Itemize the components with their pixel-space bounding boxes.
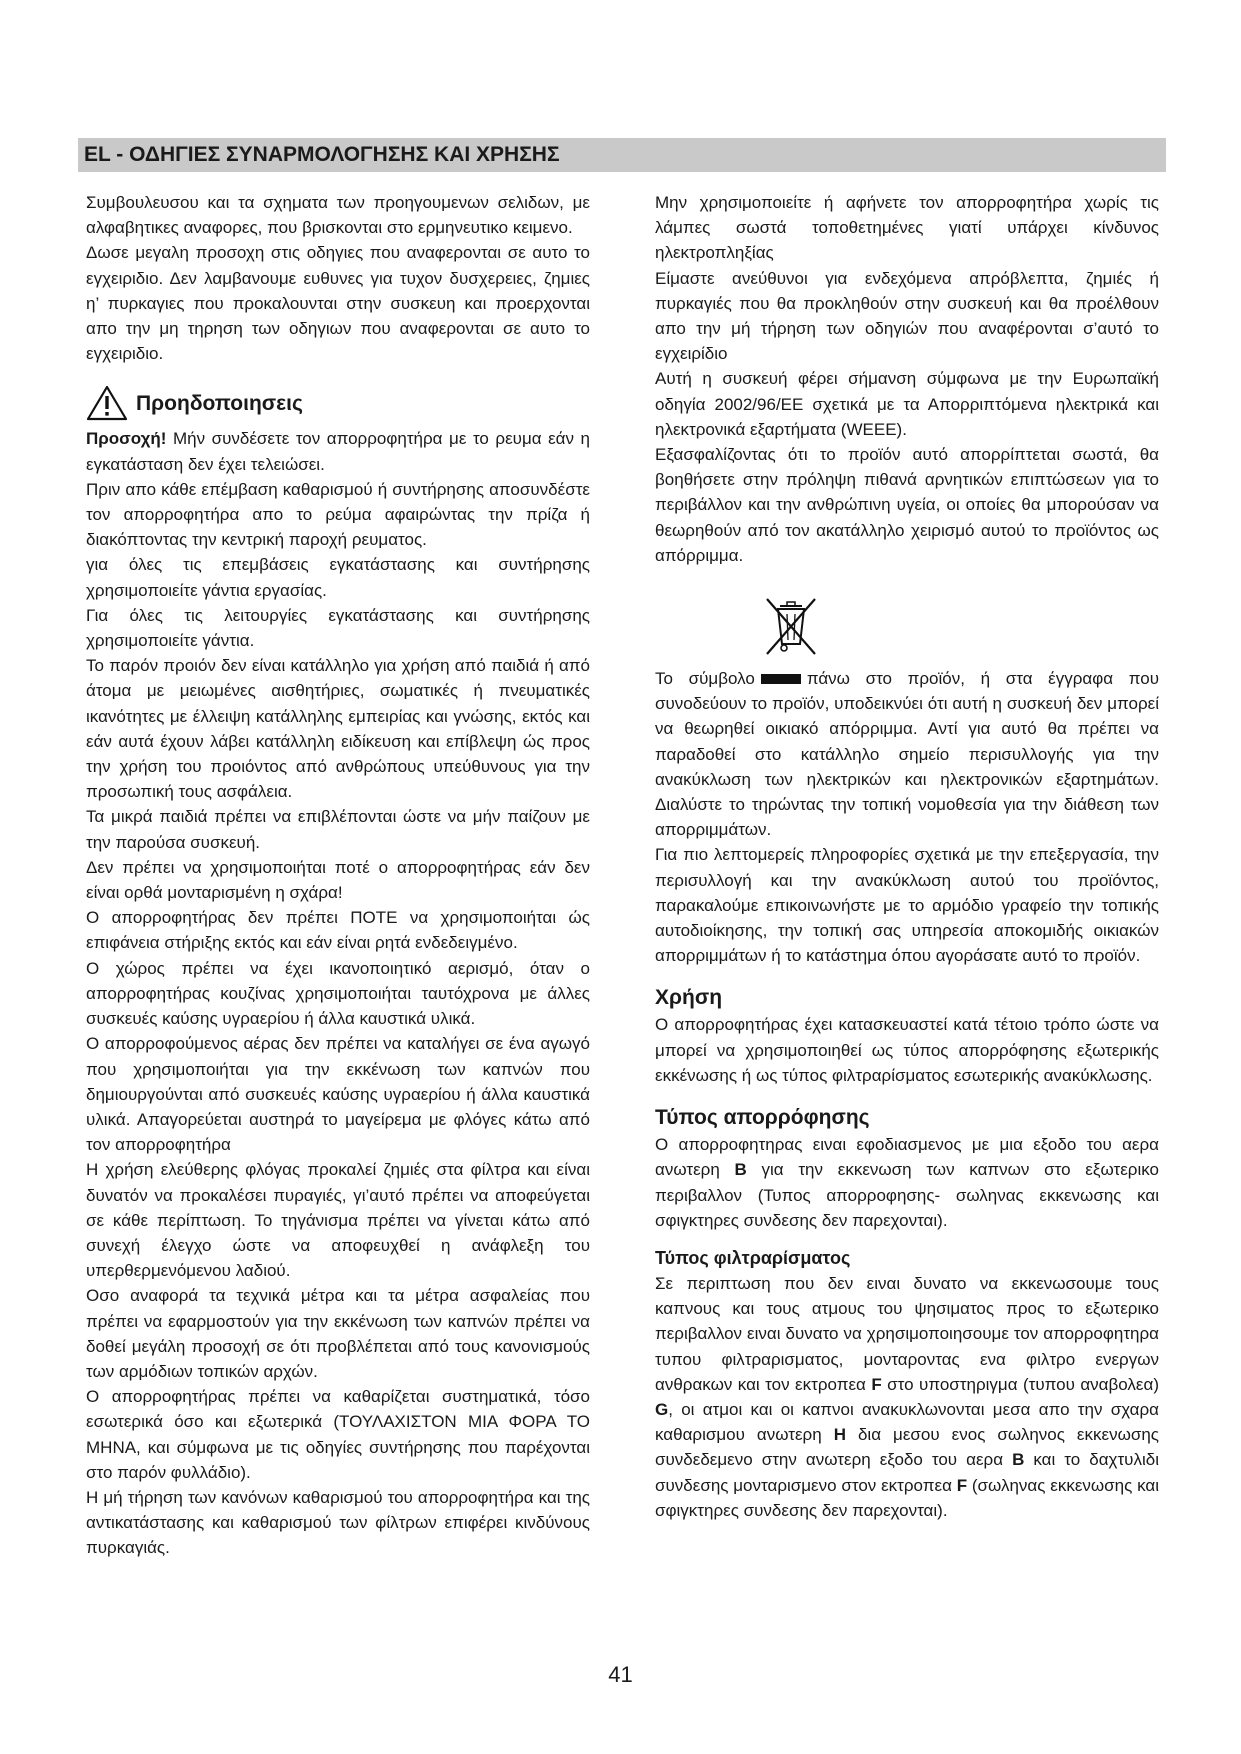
filter-text-3: , οι ατμοι και οι καπνοι ανακυκλωνονται μεσα απο την σχαρα καθαρισμου ανωτερη [655,1399,1159,1445]
absorb-ref-b: B [734,1160,747,1180]
info-paragraph: Είμαστε ανεύθυνοι για ενδεχόμενα απρόβλεπτα, ζημιές ή πυρκαγιές που θα προκληθούν στην συσκευή και θα προέλθουν απο την μή τήρηση των οδηγιών που αναφέρονται σ’αυτό το εγχειρίδιο [655,268,1159,364]
warning-paragraph: Δεν πρέπει να χρησιμοποιήται ποτέ ο απορροφητήρας εάν δεν είναι ορθά μονταρισμένη η σχάρα! [86,857,590,903]
filter-text-5: και το δαχτυλιδι συνδεσης μονταρισμενο στον εκτροπεα [655,1450,1159,1495]
use-paragraph: Ο απορροφητήρας έχει κατασκευαστεί κατά τέτοιο τρόπο ώστε να μπορεί να χρησιμοποιηθεί ως τύπος απορρόφησης εξωτερικής εκκένωσης ή ως τύπος φιλτραρίσματος εσωτερικής ανακύκλωσης. [655,1015,1159,1085]
warning-paragraph: Για όλες τις λειτουργίες εγκατάστασης και συντήρησης χρησιμοποιείτε γάντια. [86,605,590,651]
info-paragraph: Μην χρησιμοποιείτε ή αφήνετε τον απορροφητήρα χωρίς τις λάμπες σωστά τοποθετημένες γιατί υπάρχει κίνδυνος ηλεκτροπληξίας [655,193,1159,263]
crossed-bin-icon [763,596,819,658]
right-column [655,190,1159,1523]
warnings-title: Προηδοποιησεις [136,391,303,415]
black-bar-symbol [761,674,801,684]
info-paragraph: Εξασφαλίζοντας ότι το προϊόν αυτό απορρίπτεται σωστά, θα βοηθήσετε στην πρόληψη πιθανά αρνητικών επιπτώσεων για το περιβάλλον και την ανθρώπινη υγεία, οι οποίες θα μπορούσαν να θεωρηθούν από τον ακατάλληλο χειρισμό αυτού το προϊόντος ως απόρριμμα. [655,445,1159,565]
filtering-paragraph [655,1271,1159,1523]
warning-paragraph: Ο απορροφητήρας πρέπει να καθαρίζεται συστηματικά, τόσο εσωτερικά όσο και εξωτερικά (ΤΟΥΛΑΧΙΣΤΟΝ ΜΙΑ ΦΟΡΑ ΤΟ ΜΗΝΑ, και σύμφωνα με τις οδηγίες συντήρησης που παρέχονται στο παρόν φυλλάδιο). [86,1387,590,1482]
filter-text-2: στο υποστηριγμα (τυπου αναβολεα) [881,1374,1159,1394]
warning-lead-text: Μήν συνδέσετε τον απορροφητήρα με το ρευμα εάν η εγκατάσταση δεν έχει τελειώσει. [86,429,590,474]
warning-paragraph: Ο απορροφητήρας δεν πρέπει ΠΟΤΕ να χρησιμοποιήται ώς επιφάνεια στήριξης εκτός και εάν είναι ρητά ενδεδειγμένο. [86,908,590,953]
filter-ref-f: F [956,1475,968,1495]
absorption-paragraph [655,1132,1159,1233]
warning-paragraph: Οσο αναφορά τα τεχνικά μέτρα και τα μέτρα ασφαλείας που πρέπει να εφαρμοστούν για την εκκένωση των καπνών πρέπει να δοθεί μεγάλη προσοχή σε ότι προβλέπεται από τους κανονισμούς των αρμόδιων τοπικών αρχών. [86,1286,590,1381]
warning-paragraph: Ο απορροφούμενος αέρας δεν πρέπει να καταλήγει σε ένα αγωγό που χρησιμοποιήται για την εκκένωση των καπνών που δημιουργούνται από συσκευές καύσης υγραερίου ή άλλα καυστικά υλικά. Απαγορεύεται αυστηρά το μαγείρεμα με φλόγες κάτω από τον απορροφητήρα [86,1034,590,1155]
warning-icon [86,385,128,421]
warning-paragraph: Ο χώρος πρέπει να έχει ικανοποιητικό αερισμό, όταν ο απορροφητήρας κουζίνας χρησιμοποιήται ταυτόχρονα με άλλες συσκευές καύσης υγραερίου ή άλλα καυστικά υλικά. [86,958,590,1029]
intro-paragraph: Συμβουλευσου και τα σχηματα των προηγουμενων σελιδων, με αλφαβητικες αναφορες, που βρισκονται στο ερμηνευτικο κειμενο. [86,193,590,238]
warning-lead: Προσοχή! [86,429,167,449]
warning-paragraph: Τα μικρά παιδιά πρέπει να επιβλέπονται ώστε να μήν παίζουν με την παρούσα συσκευή. [86,807,590,852]
filter-text-4: δια μεσου ενος σωληνος εκκενωσης συνδεδεμενο στην ανωτερη εξοδο του αερα [655,1425,1160,1470]
filter-ref-h: H [833,1425,846,1445]
filter-ref-g: G [655,1399,669,1419]
use-heading: Χρήση [655,986,723,1010]
warning-paragraph: Το παρόν προιόν δεν είναι κατάλληλο για χρήση από παιδιά ή από άτομα με μειωμένες αισθητήριες, σωματικές ή πνευματικές ικανότητες με έλλειψη κατάλληλης εμπειρίας και γνώσης, εκτός και εάν αυτά έχουν λάβει κατάλληλη ειδίκευση και επίβλεψη ώς προς την χρήση του προιόντος από ανθρώπους υπεύθυνους για την προσωπική τους ασφάλεια. [86,656,590,802]
filtering-heading: Τύπος φιλτραρίσματος [655,1247,851,1268]
symbol-pre: Το σύμβολο [655,669,755,689]
filter-text-6: (σωληνας εκκενωσης και σφιγκτηρες συνδεσης δεν παρεχονται). [655,1475,1159,1520]
absorb-text-2: για την εκκενωση των καπνων στο εξωτερικο περιβαλλον (Τυπος απορροφησης- σωληνας εκκενωσης και σφιγκτηρες συνδεσης δεν παρεχονται). [655,1160,1159,1230]
warnings-heading [86,380,590,426]
page-number: 41 [608,1662,633,1687]
left-column [86,190,590,1561]
warning-paragraph: Πριν απο κάθε επέμβαση καθαρισμού ή συντήρησης αποσυνδέστε τον απορροφητήρα απο το ρεύμα αφαιρώντας την πρίζα ή διακόπτοντας την κεντρική παροχή ρευματος. [86,479,590,550]
section-header: EL - ΟΔΗΓΙΕΣ ΣΥΝΑΡΜΟΛΟΓΗΣΗΣ ΚΑΙ ΧΡΗΣΗΣ [78,138,1166,172]
absorption-heading: Τύπος απορρόφησης [655,1106,870,1130]
weee-bin-icon-wrap [655,580,1159,658]
warning-paragraph [86,426,590,476]
filter-text-1: Σε περιπτωση που δεν ειναι δυνατο να εκκενωσουμε τους καπνους και τους ατμους του ψησιματος προς το εξωτερικο περιβαλλον ειναι δυνατο να χρησιμοποιησουμε τον απορροφητηρα τυπου φιλτραρισματος, μονταροντας ενα φιλτρο ενεργων ανθρακων και τον εκτροπεα [655,1273,1159,1394]
intro-paragraph: Δωσε μεγαλη προσοχη στις οδηγιες που αναφερονται σε αυτο το εγχειριδιο. Δεν λαμβανουμε ευθυνες για τυχον δυσχερειες, ζημιες η’ πυρκαγιες που προκαλουνται στην συσκευη και προερχονται απο την μη τηρηση των οδηγιων που αναφερονται σε αυτο το εγχειριδιο. [86,243,590,364]
symbol-post: πάνω στο προϊόν, ή στα έγγραφα που συνοδεύουν το προϊόν, υποδεικνύει ότι αυτή η συσκευή δεν μπορεί να θεωρηθεί οικιακό απόρριμμα. Αντί για αυτό θα πρέπει να παραδοθεί στο κατάλληλο σημείο περισυλλογής για την ανακύκλωση των ηλεκτρικών και ηλεκτρονικών εξαρτημάτων. Διαλύστε το τηρώντας την τοπική νομοθεσία για την διάθεση των απορριμμάτων. [655,669,1160,840]
symbol-paragraph [655,666,1159,842]
warning-paragraph: Η χρήση ελεύθερης φλόγας προκαλεί ζημιές στα φίλτρα και είναι δυνατόν να προκαλέσει πυραγιές, γι’αυτό πρέπει να αποφεύγεται σε κάθε περίπτωση. Το τηγάνισμα πρέπει να γίνεται κάτω από συνεχή έλεγχο ώστε να αποφευχθεί η ανάφλεξη του υπερθερμενόμενου λαδιού. [86,1160,590,1281]
filter-ref-b: B [1012,1450,1025,1470]
filter-ref-f: F [871,1374,882,1394]
absorb-text-1: Ο απορροφητηρας ειναι εφοδιασμενος με μια εξοδο του αερα ανωτερη [655,1135,1159,1180]
info-paragraph: Αυτή η συσκευή φέρει σήμανση σύμφωνα με την Ευρωπαϊκή οδηγία 2002/96/ΕΕ σχετικά με τα Απορριπτόμενα ηλεκτρικά και ηλεκτρονικά εξαρτήματα (WEEE). [655,369,1159,439]
recycle-paragraph: Για πιο λεπτομερείς πληροφορίες σχετικά με την επεξεργασία, την περισυλλογή και την ανακύκλωση αυτού του προϊόντος, παρακαλούμε επικοινωνήστε με το αρμόδιο γραφείο την τοπικής αυτοδιοίκησης, την τοπική σας υπηρεσία αποκομιδής οικιακών απορριμμάτων ή το κατάστημα όπου αγοράσατε αυτό το προϊόν. [655,845,1159,966]
warning-paragraph: για όλες τις επεμβάσεις εγκατάστασης και συντήρησης χρησιμοποιείτε γάντια εργασίας. [86,555,590,600]
warning-paragraph: Η μή τήρηση των κανόνων καθαρισμού του απορροφητήρα και της αντικατάστασης και καθαρισμού των φίλτρων επιφέρει κινδύνους πυρκαγιάς. [86,1487,590,1558]
